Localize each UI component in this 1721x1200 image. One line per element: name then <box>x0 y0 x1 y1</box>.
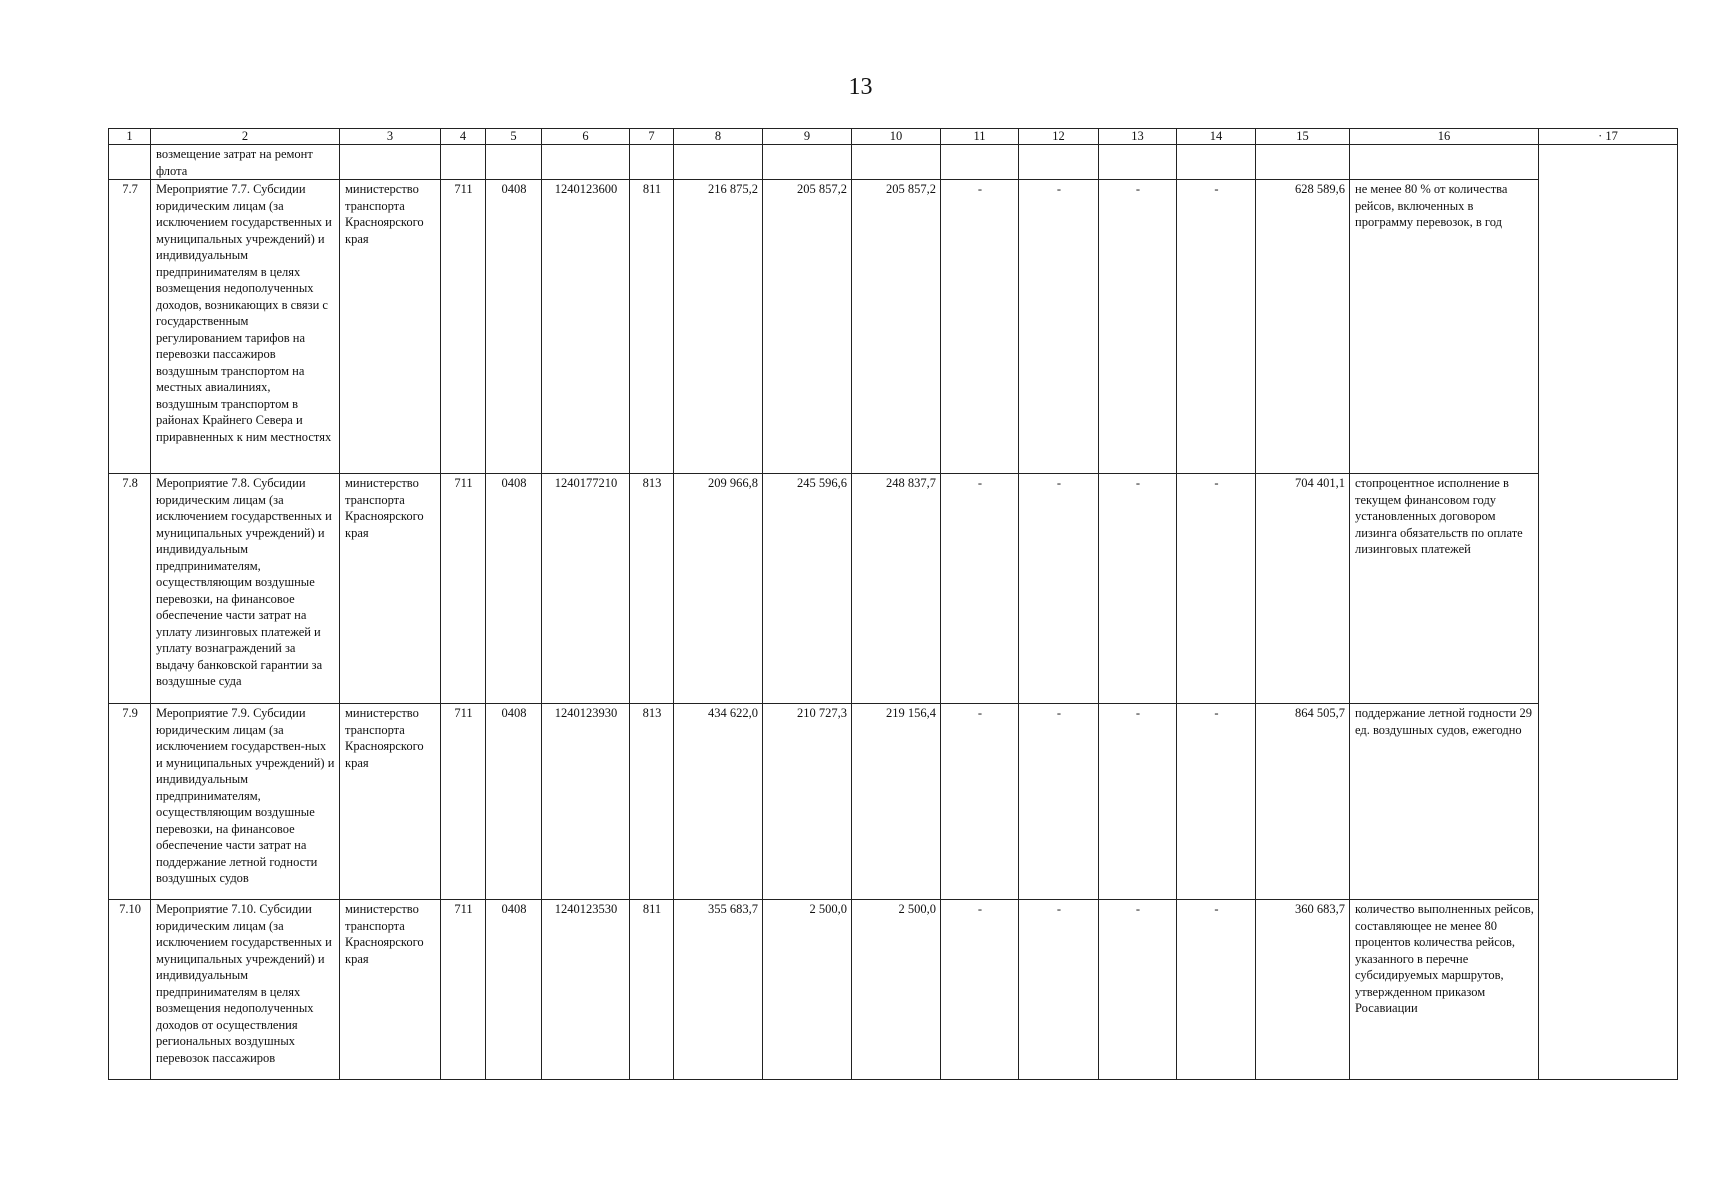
grbs-cell: 711 <box>441 900 486 1080</box>
column-header: 9 <box>763 129 852 145</box>
vr-cell: 811 <box>630 900 674 1080</box>
total-cell: 864 505,7 <box>1256 704 1350 900</box>
executor-cell: министерство транспорта Красноярского края <box>340 900 441 1080</box>
row-number-cell: 7.7 <box>109 180 151 474</box>
col13-cell: - <box>1099 474 1177 704</box>
continuation-row <box>109 145 1678 180</box>
col13-cell: - <box>1099 900 1177 1080</box>
column-header: 7 <box>630 129 674 145</box>
grbs-cell: 711 <box>441 180 486 474</box>
vr-cell: 813 <box>630 474 674 704</box>
vr-cell: 811 <box>630 180 674 474</box>
csr-cell: 1240123600 <box>542 180 630 474</box>
column-header: 10 <box>852 129 941 145</box>
year3-cell: 205 857,2 <box>852 180 941 474</box>
year3-cell: 248 837,7 <box>852 474 941 704</box>
result-cell: количество выполненных рейсов, составляющее не менее 80 процентов количества рейсов, указанного в перечне субсидируемых маршрутов, утвержденном приказом Росавиации <box>1350 900 1539 1080</box>
description-cell: Мероприятие 7.9. Субсидии юридическим лицам (за исключением государствен-ных и муниципальных учреждений) и индивидуальным предпринимателям, осуществляющим воздушные перевозки, на финансовое обеспечение части затрат на поддержание летной годности воздушных судов <box>151 704 340 900</box>
column-header: 2 <box>151 129 340 145</box>
col14-cell: - <box>1177 900 1256 1080</box>
executor-cell: министерство транспорта Красноярского края <box>340 474 441 704</box>
year2-cell: 205 857,2 <box>763 180 852 474</box>
column-header: 1 <box>109 129 151 145</box>
total-cell: 360 683,7 <box>1256 900 1350 1080</box>
csr-cell: 1240177210 <box>542 474 630 704</box>
rzpr-cell: 0408 <box>486 900 542 1080</box>
column-header: 11 <box>941 129 1019 145</box>
total-cell: 628 589,6 <box>1256 180 1350 474</box>
row-number-cell <box>109 145 151 180</box>
table-row <box>109 704 1678 900</box>
grbs-cell: 711 <box>441 474 486 704</box>
result-cell: поддержание летной годности 29 ед. воздушных судов, ежегодно <box>1350 704 1539 900</box>
column-header: 16 <box>1350 129 1539 145</box>
col13-cell: - <box>1099 704 1177 900</box>
executor-cell: министерство транспорта Красноярского края <box>340 704 441 900</box>
column-header: 13 <box>1099 129 1177 145</box>
year3-cell: 219 156,4 <box>852 704 941 900</box>
col14-cell: - <box>1177 704 1256 900</box>
description-cell: Мероприятие 7.8. Субсидии юридическим лицам (за исключением государственных и муниципальных учреждений) и индивидуальным предпринимателям, осуществляющим воздушные перевозки, на финансовое обеспечение части затрат на уплату лизинговых платежей и уплату вознаграждений за выдачу банковской гарантии за воздушные суда <box>151 474 340 704</box>
year1-cell: 209 966,8 <box>674 474 763 704</box>
row-number-cell: 7.8 <box>109 474 151 704</box>
column-header: 14 <box>1177 129 1256 145</box>
column-header: · 17 <box>1539 129 1678 145</box>
column-header: 6 <box>542 129 630 145</box>
rzpr-cell: 0408 <box>486 704 542 900</box>
column-number-header-row <box>109 129 1678 145</box>
description-cell: Мероприятие 7.10. Субсидии юридическим лицам (за исключением государственных и муниципальных учреждений) и индивидуальным предпринимателям в целях возмещения недополученных доходов от осуществления региональных воздушных перевозок пассажиров <box>151 900 340 1080</box>
description-cell: Мероприятие 7.7. Субсидии юридическим лицам (за исключением государственных и муниципальных учреждений) и индивидуальным предпринимателям в целях возмещения недополученных доходов, возникающих в связи с государственным регулированием тарифов на перевозки пассажиров воздушным транспортом на местных авиалиниях, воздушным транспортом в районах Крайнего Севера и приравненных к ним местностях <box>151 180 340 474</box>
table-row <box>109 180 1678 474</box>
column-header: 8 <box>674 129 763 145</box>
table-row <box>109 474 1678 704</box>
year2-cell: 245 596,6 <box>763 474 852 704</box>
row-number-cell: 7.9 <box>109 704 151 900</box>
column-header: 5 <box>486 129 542 145</box>
grbs-cell: 711 <box>441 704 486 900</box>
column-17-cell <box>1539 145 1678 1080</box>
column-header: 4 <box>441 129 486 145</box>
vr-cell: 813 <box>630 704 674 900</box>
csr-cell: 1240123530 <box>542 900 630 1080</box>
col14-cell: - <box>1177 180 1256 474</box>
col12-cell: - <box>1019 474 1099 704</box>
column-header: 3 <box>340 129 441 145</box>
executor-cell: министерство транспорта Красноярского края <box>340 180 441 474</box>
csr-cell: 1240123930 <box>542 704 630 900</box>
result-cell: стопроцентное исполнение в текущем финансовом году установленных договором лизинга обязательств по оплате лизинговых платежей <box>1350 474 1539 704</box>
year3-cell: 2 500,0 <box>852 900 941 1080</box>
col11-cell: - <box>941 474 1019 704</box>
total-cell: 704 401,1 <box>1256 474 1350 704</box>
description-cell: возмещение затрат на ремонт флота <box>151 145 340 180</box>
col13-cell: - <box>1099 180 1177 474</box>
row-number-cell: 7.10 <box>109 900 151 1080</box>
col12-cell: - <box>1019 180 1099 474</box>
year1-cell: 216 875,2 <box>674 180 763 474</box>
year2-cell: 210 727,3 <box>763 704 852 900</box>
col11-cell: - <box>941 704 1019 900</box>
col12-cell: - <box>1019 704 1099 900</box>
rzpr-cell: 0408 <box>486 474 542 704</box>
year1-cell: 434 622,0 <box>674 704 763 900</box>
col14-cell: - <box>1177 474 1256 704</box>
col11-cell: - <box>941 180 1019 474</box>
column-header: 15 <box>1256 129 1350 145</box>
col12-cell: - <box>1019 900 1099 1080</box>
column-header: 12 <box>1019 129 1099 145</box>
program-measures-table <box>108 128 1678 1080</box>
rzpr-cell: 0408 <box>486 180 542 474</box>
result-cell: не менее 80 % от количества рейсов, включенных в программу перевозок, в год <box>1350 180 1539 474</box>
year2-cell: 2 500,0 <box>763 900 852 1080</box>
table-row <box>109 900 1678 1080</box>
page-number: 13 <box>848 74 873 100</box>
year1-cell: 355 683,7 <box>674 900 763 1080</box>
col11-cell: - <box>941 900 1019 1080</box>
